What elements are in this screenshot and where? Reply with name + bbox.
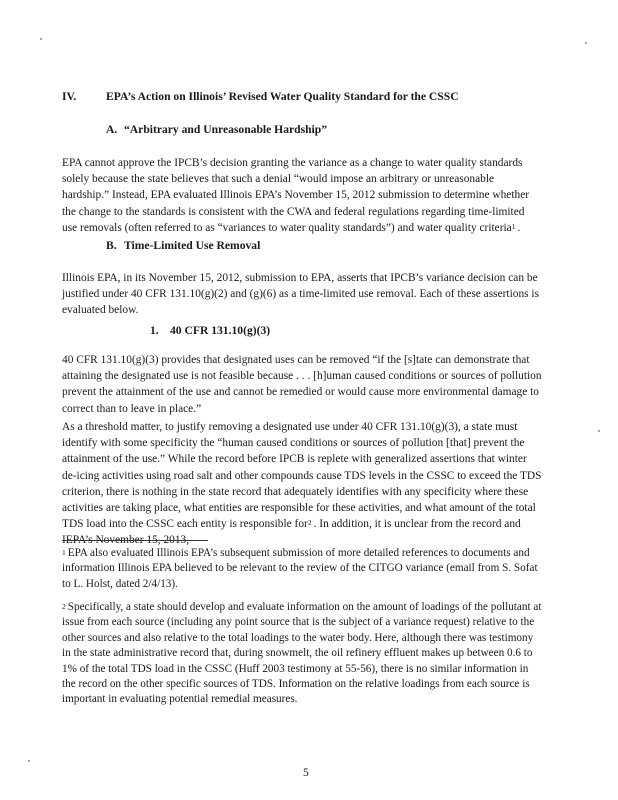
scan-speck [598, 430, 600, 432]
footnote-2 [62, 600, 542, 708]
footnote-1 [62, 546, 542, 592]
footnote-text: Specifically, a state should develop and evaluate information on the amount of loadings of the pollutant at issue from each source (including any point source that is the subject of a variance request) relative to the other sources and also relative to the total loadings to the water body. Here, although there was testimony in the state administrative record that, during snowmelt, the oil refinery effluent makes up between 0.6 to 1% of the total TDS load in the CSSC (Huff 2003 testimony at 55-56), there is no similar information in the record on the other specific sources of TDS. Information on the relative loadings from each source is important in evaluating potential remedial measures. [62, 601, 542, 706]
subsection-a-heading [106, 122, 327, 138]
subsection-b-title: Time-Limited Use Removal [124, 239, 261, 252]
footnote-marker: 1 [62, 548, 66, 557]
subsection-1-heading [150, 323, 270, 339]
section-number: IV. [62, 90, 77, 103]
paragraph-arbitrary-hardship [62, 155, 542, 236]
subsection-a-letter: A. [106, 123, 118, 136]
footnote-marker: 2 [62, 602, 66, 611]
paragraph-time-limited-use: Illinois EPA, in its November 15, 2012, submission to EPA, asserts that IPCB’s variance decision can be justified under 40 CFR 131.10(g)(2) and (g)(6) as a time-limited use removal. Each of these assertions is evaluated below. [62, 272, 540, 317]
scan-speck [585, 42, 587, 44]
paragraph-threshold-matter [62, 419, 542, 549]
paragraph-cfr-quote: 40 CFR 131.10(g)(3) provides that designated uses can be removed “if the [s]tate can demonstrate that attaining the designated use is not feasible because . . . [h]uman caused conditions or sources of pollution prevent the attainment of the use and cannot be remedied or would cause more environmental damage to correct than to leave in place.” [62, 354, 542, 415]
subsection-1-title: 40 CFR 131.10(g)(3) [170, 324, 271, 337]
subsection-a-title: “Arbitrary and Unreasonable Hardship” [124, 123, 328, 136]
subsection-b-letter: B. [106, 239, 117, 252]
scan-speck [28, 760, 30, 762]
footnote-separator [62, 540, 208, 541]
section-title: EPA’s Action on Illinois’ Revised Water Quality Standard for the CSSC [106, 90, 459, 103]
paragraph-text: EPA cannot approve the IPCB’s decision granting the variance as a change to water quality standards solely because the state believes that such a denial “would impose an arbitrary or unreasonable hardship.” Instead, EPA evaluated Illinois EPA’s November 15, 2012 submission to determine whether the change to the standards is consistent with the CWA and federal regulations regarding time-limited use removals (often referred to as “variances to water quality standards”) and water quality criteria [62, 157, 530, 234]
footnote-reference: 1 [511, 221, 516, 231]
subsection-1-number: 1. [150, 324, 159, 337]
subsection-b-heading [106, 238, 260, 254]
section-heading [62, 89, 459, 105]
paragraph-end: . In addition, it is unclear from the record and IEPA’s November 15, 2013, [62, 518, 521, 547]
footnote-reference: 2 [307, 518, 312, 528]
paragraph-end: . [517, 221, 521, 234]
footnote-text: EPA also evaluated Illinois EPA’s subsequent submission of more detailed references to documents and information Illinois EPA believed to be relevant to the review of the CITGO variance (email from S. Sofat to L. Holst, dated 2/4/13). [62, 547, 538, 590]
paragraph-text: As a threshold matter, to justify removing a designated use under 40 CFR 131.10(g)(3), a state must identify with some specificity the “human caused conditions or sources of pollution [that] prevent the attainment of the use.” While the record before IPCB is replete with generalized assertions that winter de-icing activities using road salt and other compounds cause TDS levels in the CSSC to exceed the TDS criterion, there is nothing in the state record that adequately identifies with any specificity where these activities are taking place, what entities are responsible for these activities, and what amount of the total TDS load into the CSSC each entity is responsible for [62, 421, 542, 531]
scan-speck [40, 38, 42, 40]
page-number: 5 [303, 767, 309, 779]
